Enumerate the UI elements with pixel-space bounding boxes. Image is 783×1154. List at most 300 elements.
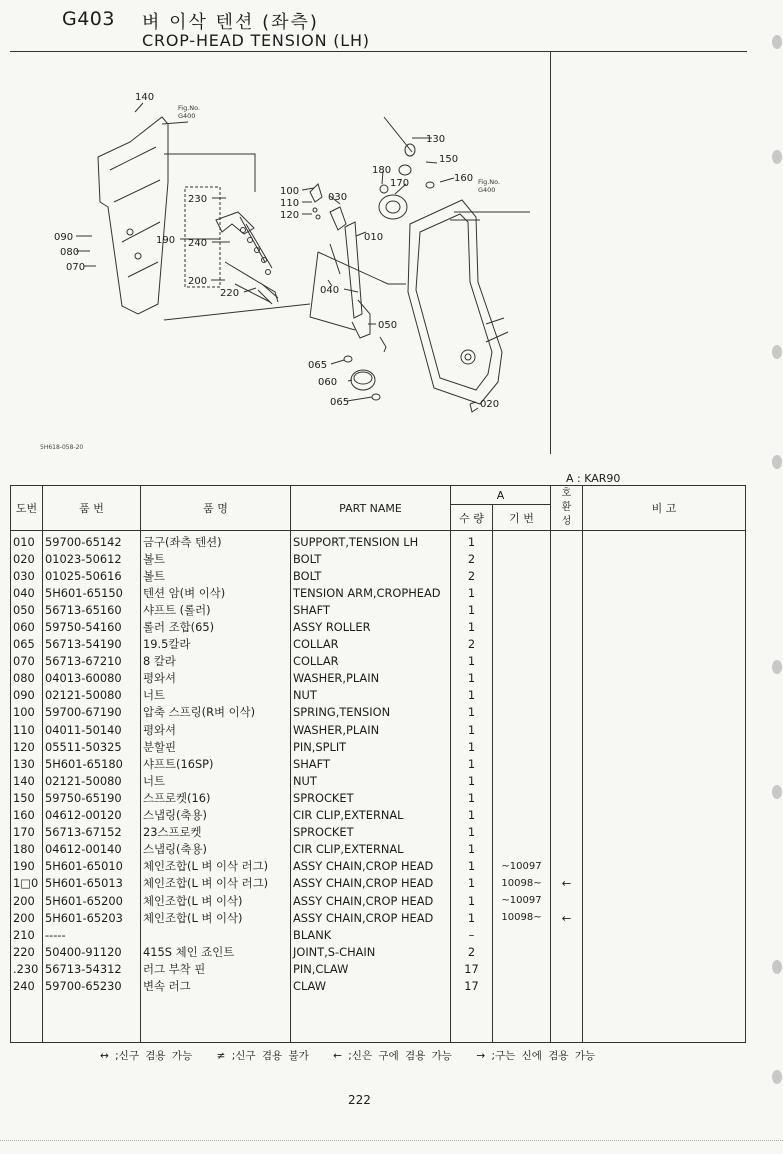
table-row xyxy=(11,909,746,926)
cell-name-en: ASSY CHAIN,CROP HEAD xyxy=(291,909,451,926)
table-row xyxy=(11,858,746,875)
cell-qty: 1 xyxy=(451,875,493,892)
cell-remark xyxy=(583,601,746,618)
header-remarks: 비 고 xyxy=(583,486,746,531)
cell-ver xyxy=(493,636,551,653)
cell-qty: 1 xyxy=(451,704,493,721)
cell-remark xyxy=(583,653,746,670)
cell-name-ko: 체인조합(L 벼 이삭) xyxy=(141,909,291,926)
cell-compat xyxy=(551,687,583,704)
cell-qty: – xyxy=(451,926,493,943)
cell-ref: 010 xyxy=(11,531,43,551)
empty-cell xyxy=(11,995,43,1043)
cell-ver: 10098~ xyxy=(493,875,551,892)
cell-qty: 1 xyxy=(451,653,493,670)
table-row xyxy=(11,618,746,635)
cell-ver xyxy=(493,789,551,806)
cell-compat xyxy=(551,824,583,841)
cell-qty: 1 xyxy=(451,584,493,601)
cell-ref: 200 xyxy=(11,892,43,909)
cell-ref: 090 xyxy=(11,687,43,704)
callout-065-top: 065 xyxy=(308,360,328,371)
cell-partno: 5H601-65200 xyxy=(43,892,141,909)
cell-name-en: SPROCKET xyxy=(291,789,451,806)
cell-ref: 200 xyxy=(11,909,43,926)
cell-remark xyxy=(583,704,746,721)
cell-compat xyxy=(551,670,583,687)
cell-ref: 120 xyxy=(11,738,43,755)
cell-name-ko: 샤프트 (롤러) xyxy=(141,601,291,618)
callout-190: 190 xyxy=(156,235,176,246)
cell-remark xyxy=(583,909,746,926)
cell-name-ko: 분할핀 xyxy=(141,738,291,755)
section-code: G403 xyxy=(62,8,115,30)
callout-150: 150 xyxy=(439,154,459,165)
cell-remark xyxy=(583,892,746,909)
cell-partno: 01023-50612 xyxy=(43,550,141,567)
cell-remark xyxy=(583,755,746,772)
cell-name-ko: 23스프로켓 xyxy=(141,824,291,841)
cell-compat xyxy=(551,977,583,994)
table-row xyxy=(11,943,746,960)
cell-partno: 56713-67210 xyxy=(43,653,141,670)
cell-ref: 1□0 xyxy=(11,875,43,892)
cell-partno: 5H601-65180 xyxy=(43,755,141,772)
cell-ref: 180 xyxy=(11,841,43,858)
table-filler-row xyxy=(11,995,746,1043)
empty-cell xyxy=(493,995,551,1043)
cell-compat xyxy=(551,943,583,960)
cell-compat xyxy=(551,531,583,551)
cell-ver xyxy=(493,755,551,772)
page-bottom-edge xyxy=(0,1140,783,1141)
parts-table xyxy=(10,485,746,1043)
cell-qty: 1 xyxy=(451,909,493,926)
binding-hole xyxy=(772,455,782,469)
header-quantity: 수 량 xyxy=(451,505,493,531)
cell-remark xyxy=(583,807,746,824)
cell-ver xyxy=(493,772,551,789)
cell-name-en: WASHER,PLAIN xyxy=(291,721,451,738)
cell-ref: 100 xyxy=(11,704,43,721)
cell-name-ko: 체인조합(L 벼 이삭 러그) xyxy=(141,875,291,892)
cell-ver xyxy=(493,687,551,704)
cell-name-en: BOLT xyxy=(291,567,451,584)
cell-partno: 5H601-65013 xyxy=(43,875,141,892)
cell-name-ko: 변속 러그 xyxy=(141,977,291,994)
cell-qty: 1 xyxy=(451,841,493,858)
table-row xyxy=(11,584,746,601)
cell-name-en: SHAFT xyxy=(291,601,451,618)
cell-remark xyxy=(583,824,746,841)
cell-qty: 17 xyxy=(451,960,493,977)
empty-cell xyxy=(583,995,746,1043)
cell-name-en: ASSY CHAIN,CROP HEAD xyxy=(291,875,451,892)
cell-ver xyxy=(493,807,551,824)
callout-130: 130 xyxy=(426,134,446,145)
cell-compat xyxy=(551,618,583,635)
cell-name-ko: 평와셔 xyxy=(141,670,291,687)
cell-ver xyxy=(493,550,551,567)
cell-partno: 59750-65190 xyxy=(43,789,141,806)
cell-partno: 59750-54160 xyxy=(43,618,141,635)
cell-name-ko: 샤프트(16SP) xyxy=(141,755,291,772)
cell-ver xyxy=(493,738,551,755)
callout-065-bottom: 065 xyxy=(330,397,350,408)
cell-name-ko: 19.5칼라 xyxy=(141,636,291,653)
cell-ref: 220 xyxy=(11,943,43,960)
cell-remark xyxy=(583,670,746,687)
table-row xyxy=(11,601,746,618)
header-group-a: A xyxy=(451,486,551,505)
cell-ver xyxy=(493,926,551,943)
cell-compat: ← xyxy=(551,909,583,926)
cell-name-en: NUT xyxy=(291,687,451,704)
callout-230: 230 xyxy=(188,194,208,205)
compatibility-legend xyxy=(100,1048,613,1063)
callout-140: 140 xyxy=(135,92,155,103)
cell-ref: 210 xyxy=(11,926,43,943)
cell-partno: 56713-54312 xyxy=(43,960,141,977)
header-part-no: 품 번 xyxy=(43,486,141,531)
cell-qty: 1 xyxy=(451,670,493,687)
callout-160: 160 xyxy=(454,173,474,184)
cell-ref: 170 xyxy=(11,824,43,841)
cell-remark xyxy=(583,687,746,704)
legend-item: ↔ ;신구 겸용 가능 xyxy=(100,1050,193,1062)
cell-ref: 070 xyxy=(11,653,43,670)
table-row xyxy=(11,721,746,738)
cell-name-ko: 러그 부착 핀 xyxy=(141,960,291,977)
table-row xyxy=(11,531,746,551)
cell-partno: 04011-50140 xyxy=(43,721,141,738)
cell-name-ko: 너트 xyxy=(141,772,291,789)
cell-partno: 59700-65142 xyxy=(43,531,141,551)
cell-qty: 1 xyxy=(451,531,493,551)
cell-compat xyxy=(551,926,583,943)
cell-compat xyxy=(551,841,583,858)
cell-remark xyxy=(583,858,746,875)
cell-compat xyxy=(551,738,583,755)
cell-remark xyxy=(583,841,746,858)
cell-ver xyxy=(493,841,551,858)
cell-remark xyxy=(583,550,746,567)
cell-name-en: SPRING,TENSION xyxy=(291,704,451,721)
cell-ref: 060 xyxy=(11,618,43,635)
diagram-separator xyxy=(550,52,551,454)
cell-partno: 56713-65160 xyxy=(43,601,141,618)
cell-ver: 10098~ xyxy=(493,909,551,926)
table-row xyxy=(11,550,746,567)
cell-ref: .230 xyxy=(11,960,43,977)
callout-110: 110 xyxy=(280,198,300,209)
table-row xyxy=(11,772,746,789)
cell-ref: 030 xyxy=(11,567,43,584)
cell-remark xyxy=(583,636,746,653)
cell-name-en: ASSY CHAIN,CROP HEAD xyxy=(291,892,451,909)
cell-compat xyxy=(551,636,583,653)
callout-030: 030 xyxy=(328,192,348,203)
table-row xyxy=(11,960,746,977)
table-row xyxy=(11,687,746,704)
cell-name-en: CIR CLIP,EXTERNAL xyxy=(291,841,451,858)
cell-ver xyxy=(493,531,551,551)
header-serial: 기 번 xyxy=(493,505,551,531)
cell-name-en: NUT xyxy=(291,772,451,789)
cell-partno: 02121-50080 xyxy=(43,772,141,789)
legend-item: ← ;신은 구에 겸용 가능 xyxy=(333,1050,452,1062)
cell-qty: 1 xyxy=(451,738,493,755)
exploded-parts-diagram xyxy=(10,52,550,457)
cell-compat: ← xyxy=(551,875,583,892)
cell-compat xyxy=(551,721,583,738)
legend-item: → ;구는 신에 겸용 가능 xyxy=(476,1050,596,1062)
cell-name-ko: 체인조합(L 벼 이삭 러그) xyxy=(141,858,291,875)
cell-qty: 2 xyxy=(451,567,493,584)
cell-name-en: WASHER,PLAIN xyxy=(291,670,451,687)
cell-remark xyxy=(583,618,746,635)
callout-040: 040 xyxy=(320,285,340,296)
cell-name-en: COLLAR xyxy=(291,653,451,670)
cell-name-en: ASSY ROLLER xyxy=(291,618,451,635)
table-row xyxy=(11,704,746,721)
cell-ref: 190 xyxy=(11,858,43,875)
cell-ver xyxy=(493,704,551,721)
cell-ver xyxy=(493,567,551,584)
cell-ver: ~10097 xyxy=(493,892,551,909)
cell-partno: 05511-50325 xyxy=(43,738,141,755)
cell-name-en: SHAFT xyxy=(291,755,451,772)
empty-cell xyxy=(551,995,583,1043)
empty-cell xyxy=(141,995,291,1043)
cell-name-ko: 스냅링(축용) xyxy=(141,807,291,824)
cell-ver xyxy=(493,721,551,738)
cell-ref: 020 xyxy=(11,550,43,567)
callout-020: 020 xyxy=(480,399,500,410)
cell-partno: 5H601-65150 xyxy=(43,584,141,601)
cell-name-en: PIN,CLAW xyxy=(291,960,451,977)
table-row xyxy=(11,789,746,806)
callout-090: 090 xyxy=(54,232,74,243)
empty-cell xyxy=(451,995,493,1043)
cell-remark xyxy=(583,875,746,892)
callout-060: 060 xyxy=(318,377,338,388)
model-label: A : KAR90 xyxy=(566,472,621,485)
cell-remark xyxy=(583,567,746,584)
cell-remark xyxy=(583,943,746,960)
binding-hole xyxy=(772,960,782,974)
cell-name-en: TENSION ARM,CROPHEAD xyxy=(291,584,451,601)
cell-name-en: CLAW xyxy=(291,977,451,994)
cell-ref: 240 xyxy=(11,977,43,994)
cell-partno: 56713-67152 xyxy=(43,824,141,841)
cell-partno: 59700-65230 xyxy=(43,977,141,994)
table-row xyxy=(11,841,746,858)
cell-name-ko: 볼트 xyxy=(141,550,291,567)
cell-name-ko: 8 칼라 xyxy=(141,653,291,670)
callout-240: 240 xyxy=(188,238,208,249)
cell-compat xyxy=(551,960,583,977)
callout-200: 200 xyxy=(188,276,208,287)
table-row xyxy=(11,807,746,824)
cell-qty: 1 xyxy=(451,789,493,806)
cell-remark xyxy=(583,584,746,601)
cell-name-en: PIN,SPLIT xyxy=(291,738,451,755)
table-row xyxy=(11,892,746,909)
cell-qty: 1 xyxy=(451,687,493,704)
callout-100: 100 xyxy=(280,186,300,197)
cell-compat xyxy=(551,789,583,806)
cell-qty: 2 xyxy=(451,943,493,960)
cell-name-ko: 텐션 암(벼 이삭) xyxy=(141,584,291,601)
cell-compat xyxy=(551,704,583,721)
table-row xyxy=(11,977,746,994)
binding-hole xyxy=(772,345,782,359)
callout-050: 050 xyxy=(378,320,398,331)
cell-partno: ----- xyxy=(43,926,141,943)
cell-remark xyxy=(583,738,746,755)
header-name-korean: 품 명 xyxy=(141,486,291,531)
cell-name-ko: 볼트 xyxy=(141,567,291,584)
legend-item: ≠ ;신구 겸용 불가 xyxy=(216,1050,309,1062)
cell-partno: 56713-54190 xyxy=(43,636,141,653)
cell-remark xyxy=(583,772,746,789)
binding-hole xyxy=(772,1070,782,1084)
fig-ref-g400-right: Fig.No. G400 xyxy=(478,178,501,194)
cell-compat xyxy=(551,567,583,584)
cell-partno: 04013-60080 xyxy=(43,670,141,687)
cell-name-en: SUPPORT,TENSION LH xyxy=(291,531,451,551)
callout-080: 080 xyxy=(60,247,80,258)
cell-ver xyxy=(493,960,551,977)
cell-name-en: CIR CLIP,EXTERNAL xyxy=(291,807,451,824)
cell-qty: 1 xyxy=(451,601,493,618)
binding-hole xyxy=(772,660,782,674)
cell-qty: 2 xyxy=(451,550,493,567)
cell-compat xyxy=(551,858,583,875)
binding-holes xyxy=(771,0,783,1154)
cell-qty: 17 xyxy=(451,977,493,994)
cell-compat xyxy=(551,892,583,909)
cell-ref: 140 xyxy=(11,772,43,789)
cell-name-ko: 스프로켓(16) xyxy=(141,789,291,806)
cell-ver xyxy=(493,977,551,994)
cell-ref: 040 xyxy=(11,584,43,601)
cell-name-ko: 금구(좌측 텐션) xyxy=(141,531,291,551)
callout-170: 170 xyxy=(390,178,410,189)
cell-ver xyxy=(493,584,551,601)
cell-qty: 1 xyxy=(451,755,493,772)
table-row xyxy=(11,926,746,943)
cell-ref: 150 xyxy=(11,789,43,806)
cell-ref: 080 xyxy=(11,670,43,687)
cell-name-en: COLLAR xyxy=(291,636,451,653)
cell-remark xyxy=(583,977,746,994)
section-title-korean: 벼 이삭 텐션 (좌측) xyxy=(142,12,319,33)
cell-partno: 01025-50616 xyxy=(43,567,141,584)
table-row xyxy=(11,653,746,670)
header-part-name: PART NAME xyxy=(291,486,451,531)
cell-ver xyxy=(493,943,551,960)
cell-name-ko: 롤러 조합(65) xyxy=(141,618,291,635)
cell-ver xyxy=(493,601,551,618)
cell-name-en: JOINT,S-CHAIN xyxy=(291,943,451,960)
cell-name-en: SPROCKET xyxy=(291,824,451,841)
cell-compat xyxy=(551,550,583,567)
table-row xyxy=(11,670,746,687)
cell-name-ko: 압축 스프링(R벼 이삭) xyxy=(141,704,291,721)
cell-qty: 1 xyxy=(451,807,493,824)
table-row xyxy=(11,824,746,841)
cell-name-ko: 415S 체인 죠인트 xyxy=(141,943,291,960)
cell-qty: 1 xyxy=(451,892,493,909)
cell-name-ko: 스냅링(축용) xyxy=(141,841,291,858)
section-title-english: CROP-HEAD TENSION (LH) xyxy=(142,31,370,50)
cell-qty: 1 xyxy=(451,858,493,875)
table-row xyxy=(11,738,746,755)
cell-name-ko xyxy=(141,926,291,943)
cell-qty: 1 xyxy=(451,824,493,841)
cell-partno: 04612-00140 xyxy=(43,841,141,858)
cell-qty: 1 xyxy=(451,772,493,789)
cell-partno: 04612-00120 xyxy=(43,807,141,824)
callout-120: 120 xyxy=(280,210,300,221)
cell-partno: 59700-67190 xyxy=(43,704,141,721)
cell-ver xyxy=(493,653,551,670)
cell-name-ko: 너트 xyxy=(141,687,291,704)
cell-ref: 050 xyxy=(11,601,43,618)
cell-partno: 02121-50080 xyxy=(43,687,141,704)
cell-partno: 50400-91120 xyxy=(43,943,141,960)
cell-ref: 160 xyxy=(11,807,43,824)
cell-remark xyxy=(583,531,746,551)
cell-ver xyxy=(493,618,551,635)
cell-name-en: ASSY CHAIN,CROP HEAD xyxy=(291,858,451,875)
cell-compat xyxy=(551,584,583,601)
cell-ver xyxy=(493,824,551,841)
callout-220: 220 xyxy=(220,288,240,299)
cell-ver: ~10097 xyxy=(493,858,551,875)
cell-remark xyxy=(583,960,746,977)
cell-name-ko: 평와셔 xyxy=(141,721,291,738)
binding-hole xyxy=(772,35,782,49)
header-compatibility: 호 환 성 xyxy=(551,486,583,531)
cell-qty: 2 xyxy=(451,636,493,653)
callout-070: 070 xyxy=(66,262,86,273)
callout-180: 180 xyxy=(372,165,392,176)
cell-compat xyxy=(551,755,583,772)
header-ref-no: 도번 xyxy=(11,486,43,531)
cell-remark xyxy=(583,926,746,943)
table-row xyxy=(11,636,746,653)
table-row xyxy=(11,567,746,584)
fig-ref-g400-left: Fig.No. G400 xyxy=(178,104,201,120)
callout-010: 010 xyxy=(364,232,384,243)
cell-ver xyxy=(493,670,551,687)
binding-hole xyxy=(772,150,782,164)
cell-name-en: BOLT xyxy=(291,550,451,567)
cell-compat xyxy=(551,653,583,670)
empty-cell xyxy=(43,995,141,1043)
table-row xyxy=(11,755,746,772)
cell-ref: 110 xyxy=(11,721,43,738)
cell-ref: 065 xyxy=(11,636,43,653)
cell-remark xyxy=(583,721,746,738)
cell-qty: 1 xyxy=(451,618,493,635)
cell-compat xyxy=(551,807,583,824)
cell-partno: 5H601-65010 xyxy=(43,858,141,875)
cell-qty: 1 xyxy=(451,721,493,738)
